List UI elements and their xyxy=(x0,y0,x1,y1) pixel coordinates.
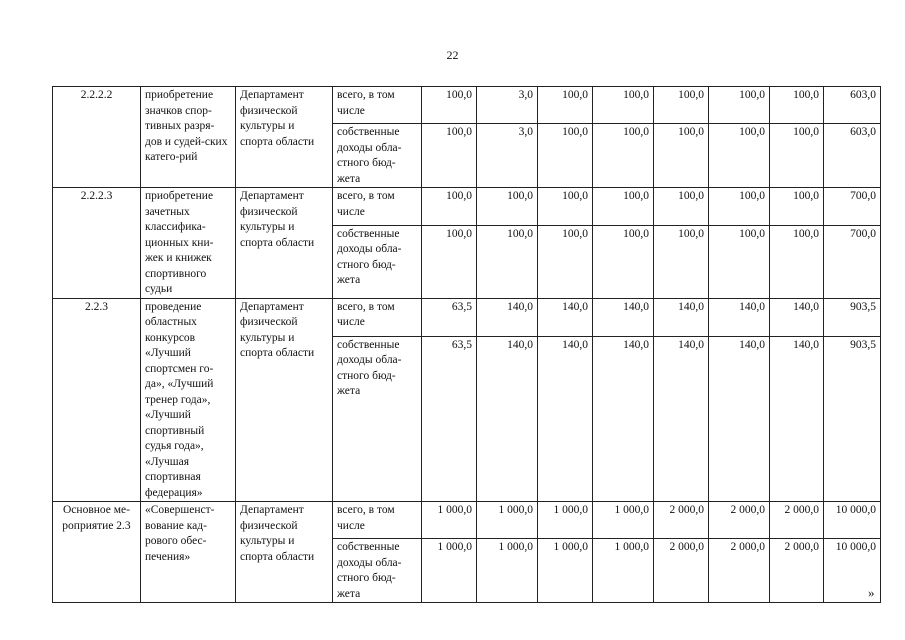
year-value-cell: 140,0 xyxy=(477,336,538,501)
code-cell: 2.2.3 xyxy=(53,298,141,502)
executor-cell: Департамент физической культуры и спорта области xyxy=(236,188,333,299)
year-value-cell: 2 000,0 xyxy=(770,539,824,603)
year-value-cell: 2 000,0 xyxy=(709,539,770,603)
year-value-cell: 100,0 xyxy=(593,124,654,188)
year-value-cell: 140,0 xyxy=(538,336,593,501)
year-value-cell: 100,0 xyxy=(538,225,593,298)
year-value-cell: 1 000,0 xyxy=(477,539,538,603)
total-value-cell: 10 000,0 xyxy=(824,502,881,539)
year-value-cell: 100,0 xyxy=(593,87,654,124)
year-value-cell: 100,0 xyxy=(422,188,477,226)
year-value-cell: 100,0 xyxy=(770,188,824,226)
year-value-cell: 140,0 xyxy=(770,336,824,501)
year-value-cell: 100,0 xyxy=(654,188,709,226)
year-value-cell: 100,0 xyxy=(770,225,824,298)
total-value-cell: 903,5 xyxy=(824,298,881,336)
executor-cell: Департамент физической культуры и спорта области xyxy=(236,298,333,502)
year-value-cell: 3,0 xyxy=(477,124,538,188)
year-value-cell: 1 000,0 xyxy=(538,539,593,603)
year-value-cell: 100,0 xyxy=(538,188,593,226)
funding-source-cell: всего, в том числе xyxy=(333,502,422,539)
code-cell: Основное ме-роприятие 2.3 xyxy=(53,502,141,603)
table-row xyxy=(53,502,881,539)
activity-name-cell: «Совершенст-вование кад-рового обес-печения» xyxy=(141,502,236,603)
year-value-cell: 100,0 xyxy=(654,225,709,298)
year-value-cell: 100,0 xyxy=(477,225,538,298)
year-value-cell: 100,0 xyxy=(422,87,477,124)
funding-source-cell: всего, в том числе xyxy=(333,298,422,336)
year-value-cell: 100,0 xyxy=(770,124,824,188)
funding-source-cell: собственные доходы обла-стного бюд-жета xyxy=(333,336,422,501)
executor-cell: Департамент физической культуры и спорта области xyxy=(236,87,333,188)
funding-source-cell: собственные доходы обла-стного бюд-жета xyxy=(333,539,422,603)
year-value-cell: 2 000,0 xyxy=(654,539,709,603)
budget-table xyxy=(52,86,881,603)
year-value-cell: 100,0 xyxy=(709,87,770,124)
year-value-cell: 100,0 xyxy=(654,87,709,124)
year-value-cell: 100,0 xyxy=(709,124,770,188)
year-value-cell: 100,0 xyxy=(770,87,824,124)
year-value-cell: 2 000,0 xyxy=(654,502,709,539)
page-number: 22 xyxy=(446,48,459,62)
code-cell: 2.2.2.3 xyxy=(53,188,141,299)
year-value-cell: 100,0 xyxy=(593,225,654,298)
year-value-cell: 140,0 xyxy=(770,298,824,336)
year-value-cell: 2 000,0 xyxy=(709,502,770,539)
year-value-cell: 1 000,0 xyxy=(593,539,654,603)
year-value-cell: 140,0 xyxy=(593,298,654,336)
activity-name-cell: приобретение значков спор-тивных разря-дов и судей-ских катего-рий xyxy=(141,87,236,188)
year-value-cell: 100,0 xyxy=(709,188,770,226)
year-value-cell: 140,0 xyxy=(709,298,770,336)
year-value-cell: 100,0 xyxy=(593,188,654,226)
total-value-cell: 903,5 xyxy=(824,336,881,501)
year-value-cell: 100,0 xyxy=(422,225,477,298)
closing-quote-mark: » xyxy=(868,585,875,600)
year-value-cell: 100,0 xyxy=(538,87,593,124)
funding-source-cell: всего, в том числе xyxy=(333,87,422,124)
year-value-cell: 100,0 xyxy=(538,124,593,188)
year-value-cell: 100,0 xyxy=(709,225,770,298)
year-value-cell: 140,0 xyxy=(593,336,654,501)
year-value-cell: 1 000,0 xyxy=(422,502,477,539)
year-value-cell: 140,0 xyxy=(477,298,538,336)
year-value-cell: 63,5 xyxy=(422,298,477,336)
year-value-cell: 100,0 xyxy=(654,124,709,188)
activity-name-cell: приобретение зачетных классифика-ционных кни-жек и книжек спортивного судьи xyxy=(141,188,236,299)
total-value-cell: 10 000,0 xyxy=(824,539,881,603)
funding-source-cell: всего, в том числе xyxy=(333,188,422,226)
year-value-cell: 3,0 xyxy=(477,87,538,124)
year-value-cell: 100,0 xyxy=(477,188,538,226)
total-value-cell: 603,0 xyxy=(824,87,881,124)
code-cell: 2.2.2.2 xyxy=(53,87,141,188)
year-value-cell: 100,0 xyxy=(422,124,477,188)
year-value-cell: 1 000,0 xyxy=(593,502,654,539)
year-value-cell: 1 000,0 xyxy=(477,502,538,539)
year-value-cell: 1 000,0 xyxy=(538,502,593,539)
year-value-cell: 140,0 xyxy=(654,336,709,501)
executor-cell: Департамент физической культуры и спорта области xyxy=(236,502,333,603)
year-value-cell: 140,0 xyxy=(654,298,709,336)
total-value-cell: 700,0 xyxy=(824,188,881,226)
total-value-cell: 603,0 xyxy=(824,124,881,188)
year-value-cell: 2 000,0 xyxy=(770,502,824,539)
year-value-cell: 140,0 xyxy=(709,336,770,501)
year-value-cell: 63,5 xyxy=(422,336,477,501)
table-row xyxy=(53,87,881,124)
activity-name-cell: проведение областных конкурсов «Лучший спортсмен го-да», «Лучший тренер года», «Лучший спортивный судья года», «Лучшая спортивная федерация» xyxy=(141,298,236,502)
total-value-cell: 700,0 xyxy=(824,225,881,298)
table-row xyxy=(53,298,881,336)
funding-source-cell: собственные доходы обла-стного бюд-жета xyxy=(333,124,422,188)
table-row xyxy=(53,188,881,226)
year-value-cell: 1 000,0 xyxy=(422,539,477,603)
funding-source-cell: собственные доходы обла-стного бюд-жета xyxy=(333,225,422,298)
year-value-cell: 140,0 xyxy=(538,298,593,336)
